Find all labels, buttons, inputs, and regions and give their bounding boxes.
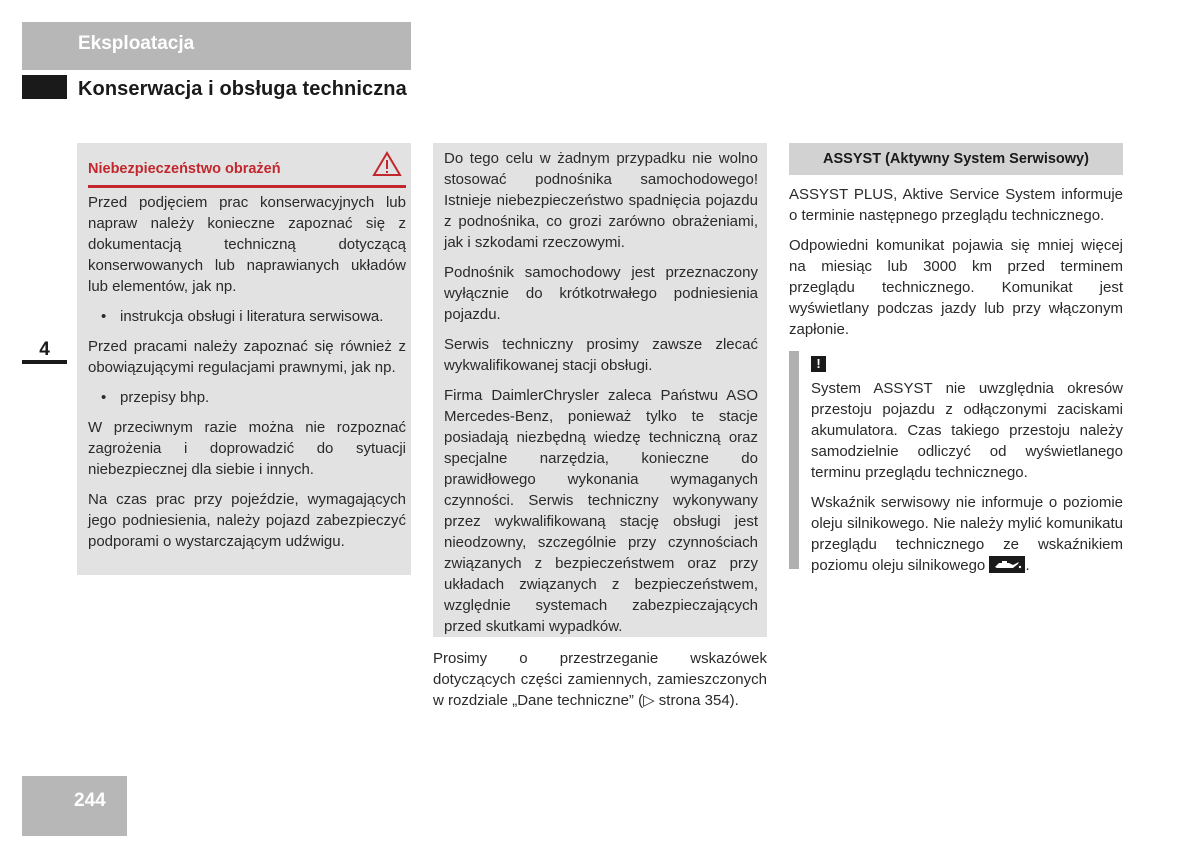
warning-paragraph: Przed pracami należy zapoznać się również z obowiązującymi regulacjami prawnymi, jak np. — [88, 338, 406, 376]
assyst-heading: ASSYST (Aktywny System Serwisowy) — [789, 143, 1123, 175]
page-subtitle: Konserwacja i obsługa techniczna — [78, 78, 407, 100]
oil-can-icon — [989, 556, 1025, 573]
bullet-icon: • — [101, 308, 107, 325]
paragraph: Podnośnik samochodowy jest przeznaczony wyłącznie do krótkotrwałego podniesienia pojazdu. — [444, 264, 758, 323]
bullet-icon: • — [101, 389, 107, 406]
list-item-text: przepisy bhp. — [120, 389, 210, 406]
warning-heading-text: Niebezpieczeństwo obrażeń — [88, 161, 281, 177]
warning-box — [77, 143, 411, 575]
paragraph: Odpowiedni komunikat pojawia się mniej więcej na miesiąc lub 3000 km przed terminem przeglądu technicznego. Komunikat jest wyświetlany podczas jazdy lub przy włączonym zapłonie. — [789, 237, 1123, 338]
assyst-section — [789, 143, 1123, 585]
warning-heading — [88, 153, 406, 188]
section-title: Eksploatacja — [22, 22, 411, 70]
warning-paragraph: Przed podjęciem prac konserwacyjnych lub napraw należy konieczne zapoznać się z dokumentacją techniczną dotyczącą konserwowanych lub naprawianych układów lub elementów, jak np. — [88, 194, 406, 295]
list-item — [88, 387, 406, 408]
exclamation-icon: ! — [811, 356, 826, 372]
list-item-text: instrukcja obsługi i literatura serwisowa. — [120, 308, 384, 325]
paragraph: Prosimy o przestrzeganie wskazówek dotyczących części zamiennych, zamieszczonych w rozdziale „Dane techniczne” (▷ strona 354). — [433, 650, 767, 709]
warning-paragraph: W przeciwnym razie można nie rozpoznać zagrożenia i doprowadzić do sytuacji niebezpiecznej dla siebie i innych. — [88, 419, 406, 478]
chapter-tab: 4 — [22, 336, 67, 364]
paragraph: Firma DaimlerChrysler zaleca Państwu ASO Mercedes-Benz, ponieważ tylko te stacje posiadają niezbędną wiedzę techniczną oraz specjalne narzędzia, konieczne do prawidłowego wykonania wymaganych czynności. Serwis techniczny wykonywany przez wykwalifikowaną stację obsługi jest nieodzowny, szczególnie przy czynnościach związanych z bezpieczeństwem oraz przy układach związanych z bezpieczeństwem, względnie systemach zabezpieczających przed skutkami wypadków. — [444, 387, 758, 635]
warning-paragraph: Na czas prac przy pojeździe, wymagających jego podniesienia, należy pojazd zabezpieczyć podporami o wystarczającym udźwigu. — [88, 491, 406, 550]
list-item — [88, 306, 406, 327]
body-text — [433, 648, 767, 720]
notice-box — [789, 351, 1123, 576]
notice-stripe — [789, 351, 799, 569]
notice-text-end: . — [1025, 557, 1030, 574]
notice-text: Wskaźnik serwisowy nie informuje o poziomie oleju silnikowego. Nie należy mylić komunikatu przeglądu technicznego ze wskaźnikiem poziomu oleju silnikowego — [811, 494, 1123, 574]
paragraph: Serwis techniczny prosimy zawsze zlecać wykwalifikowanej stacji obsługi. — [444, 336, 758, 374]
notice-paragraph: System ASSYST nie uwzględnia okresów przestoju pojazdu z odłączonymi zaciskami akumulatora. Czas takiego przestoju należy samodzielnie odliczyć od wyświetlanego terminu przeglądu technicznego. — [811, 380, 1123, 481]
header-marker — [22, 75, 67, 99]
paragraph: Do tego celu w żadnym przypadku nie wolno stosować podnośnika samochodowego! Istnieje niebezpieczeństwo spadnięcia pojazdu z podnośnika, co grozi zarówno obrażeniami, jak i szkodami rzeczowymi. — [444, 150, 758, 251]
warning-triangle-icon — [372, 151, 402, 184]
warning-continuation-box — [433, 143, 767, 637]
page-number: 244 — [22, 776, 127, 836]
paragraph: ASSYST PLUS, Aktive Service System informuje o terminie następnego przeglądu technicznego. — [789, 186, 1123, 224]
notice-paragraph — [811, 492, 1123, 576]
